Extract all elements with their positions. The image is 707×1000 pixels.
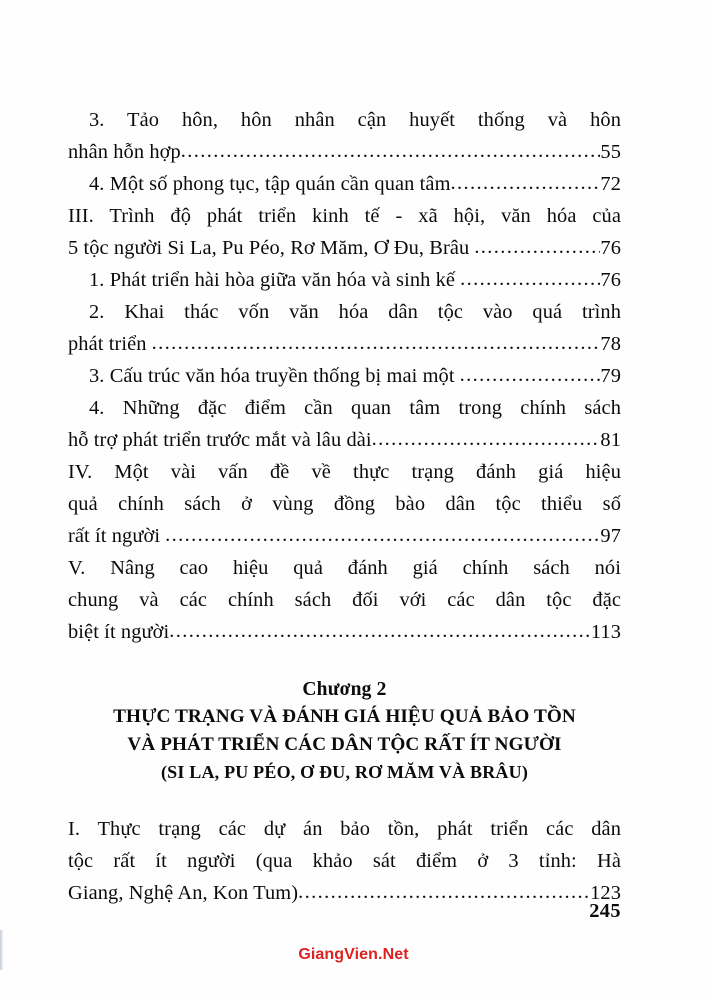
toc-entry-line: IV. Một vài vấn đề về thực trạng đánh giá hiệu (68, 461, 621, 483)
toc-entry-last-line (68, 520, 621, 552)
dot-leader (169, 615, 591, 647)
toc-entry-line: tộc rất ít người (qua khảo sát điểm ở 3 tỉnh: Hà (68, 850, 621, 872)
chapter-subtitle: (SI LA, PU PÉO, Ơ ĐU, RƠ MĂM VÀ BRÂU) (160, 762, 529, 782)
toc-entry[interactable] (68, 813, 621, 909)
toc-entry-title: biệt ít người (68, 621, 170, 643)
toc-page-number: 55 (600, 141, 621, 163)
toc-entry-last-line (68, 328, 621, 360)
toc-entry-line: chung và các chính sách đối với các dân tộc đặc (68, 589, 621, 611)
toc-entry-title: rất ít người (68, 525, 161, 547)
toc-page-number: 76 (600, 269, 621, 291)
toc-entry-title: phát triển (68, 333, 147, 355)
toc-entry-line: I. Thực trạng các dự án bảo tồn, phát triển các dân (68, 818, 621, 840)
toc-entry-last-line (68, 232, 621, 264)
trailing-toc-section (68, 813, 621, 909)
toc-entry-title: 3. Cấu trúc văn hóa truyền thống bị mai một (89, 365, 455, 387)
toc-entry-line: III. Trình độ phát triển kinh tế - xã hội, văn hóa của (68, 205, 621, 227)
toc-entry-last-line (68, 264, 621, 296)
toc-page-number: 113 (590, 621, 621, 643)
toc-entry[interactable] (68, 456, 621, 552)
toc-entry[interactable] (68, 392, 621, 456)
chapter-title-line-1: THỰC TRẠNG VÀ ĐÁNH GIÁ HIỆU QUẢ BẢO TỒN (113, 706, 576, 727)
dot-leader (460, 263, 600, 295)
toc-entry-last-line (68, 424, 621, 456)
toc-entry-line: 2. Khai thác vốn văn hóa dân tộc vào quá trình (89, 301, 621, 323)
toc-entry-last-line (68, 136, 621, 168)
toc-entry[interactable] (68, 296, 621, 360)
dot-leader (152, 327, 601, 359)
page-number: 245 (589, 900, 621, 922)
toc-page-number: 78 (600, 333, 621, 355)
toc-entry-title: nhân hỗn hợp (68, 141, 181, 163)
toc-entry-title: 1. Phát triển hài hòa giữa văn hóa và sinh kế (89, 269, 456, 291)
toc-entry[interactable] (68, 264, 621, 296)
toc-entry-line: 4. Những đặc điểm cần quan tâm trong chính sách (89, 397, 621, 419)
toc-entry-title: 4. Một số phong tục, tập quán cần quan tâm (89, 173, 451, 195)
toc-page-number: 123 (590, 882, 621, 904)
toc-entry-title: Giang, Nghệ An, Kon Tum) (68, 882, 299, 904)
chapter-title-line-2: VÀ PHÁT TRIỂN CÁC DÂN TỘC RẤT ÍT NGƯỜI (127, 733, 562, 755)
dot-leader (474, 231, 600, 263)
toc-page-number: 97 (600, 525, 621, 547)
toc-entry[interactable] (68, 360, 621, 392)
toc-entry[interactable] (68, 168, 621, 200)
toc-entry-line: 3. Tảo hôn, hôn nhân cận huyết thống và hôn (89, 109, 621, 131)
toc-entry-last-line (68, 168, 621, 200)
toc-entry-line: V. Nâng cao hiệu quả đánh giá chính sách nói (68, 557, 621, 579)
toc-page-number: 79 (600, 365, 621, 387)
toc-entry-line: quả chính sách ở vùng đồng bào dân tộc thiểu số (68, 493, 621, 515)
toc-entry[interactable] (68, 104, 621, 168)
site-watermark: GiangVien.Net (298, 946, 409, 963)
dot-leader (451, 167, 601, 199)
toc-entry-title: hỗ trợ phát triển trước mắt và lâu dài (68, 429, 372, 451)
dot-leader (460, 359, 601, 391)
toc-entry[interactable] (68, 552, 621, 648)
toc-page-number: 76 (600, 237, 621, 259)
toc-page-number: 72 (600, 173, 621, 195)
chapter-heading (68, 676, 621, 787)
toc-entry[interactable] (68, 200, 621, 264)
toc-entry-last-line (68, 616, 621, 648)
toc-entry-title: 5 tộc người Si La, Pu Péo, Rơ Măm, Ơ Đu, Brâu (68, 237, 470, 259)
toc-content-column (68, 104, 621, 909)
chapter-label: Chương 2 (302, 679, 387, 700)
toc-page-number: 81 (600, 429, 621, 451)
dot-leader (181, 135, 601, 167)
toc-entry-last-line (68, 360, 621, 392)
dot-leader (372, 423, 601, 455)
dot-leader (165, 519, 600, 551)
